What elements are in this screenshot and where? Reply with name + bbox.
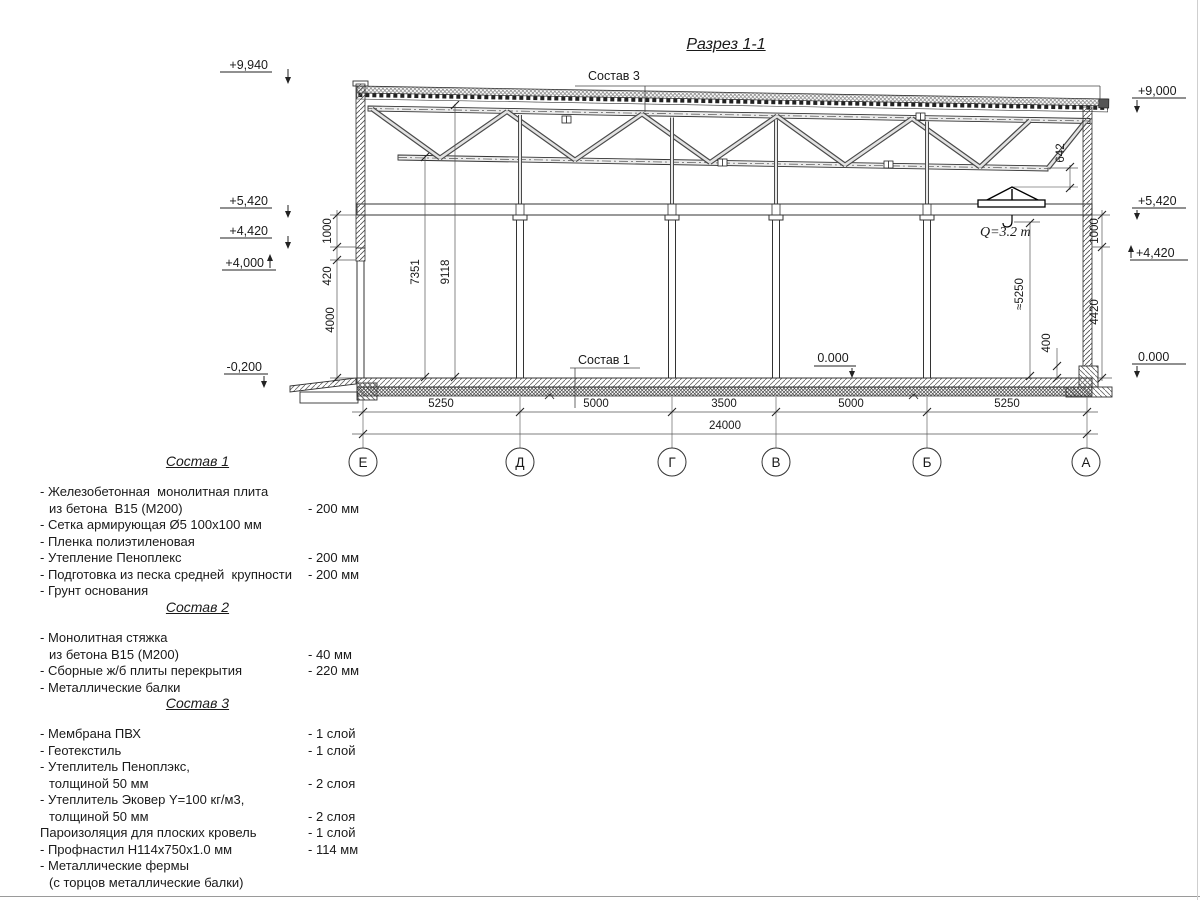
- sostav1-leader-label: Состав 1: [578, 353, 630, 367]
- list-item: [40, 550, 385, 567]
- bay-dim: 3500: [711, 398, 737, 410]
- axis-label: Г: [668, 455, 676, 470]
- bay-dim: 5000: [838, 398, 864, 410]
- axis-bubbles: [349, 448, 1100, 476]
- item-text: - Грунт основания: [40, 583, 149, 598]
- item-text: - Утеплитель Пеноплэкс,: [40, 759, 190, 774]
- item-text: - Пленка полиэтиленовая: [40, 533, 195, 549]
- roof-truss: [368, 106, 1090, 204]
- item-text: - Металлические балки: [40, 679, 181, 695]
- item-text: - Железобетонная монолитная плита: [40, 484, 269, 499]
- left-wall-panel: [356, 84, 365, 248]
- dim-5250-hook: ≈5250: [1014, 278, 1026, 310]
- item-text: - Утепление Пеноплекс: [40, 550, 182, 565]
- dim-642: 642: [1055, 143, 1067, 163]
- list-item: [40, 726, 385, 743]
- list-item: [40, 630, 385, 647]
- dim-1000-left: 1000: [322, 218, 334, 244]
- item-value: - 1 слой: [308, 742, 356, 758]
- bay-dim: 5000: [583, 398, 609, 410]
- item-text: Пароизоляция для плоских кровель: [40, 825, 257, 840]
- item-text: - Монолитная стяжка: [40, 630, 168, 645]
- list-item: [40, 647, 385, 664]
- page-edge-bottom: [0, 896, 1200, 897]
- list-item: [40, 583, 385, 600]
- dim-7351: 7351: [410, 259, 422, 285]
- left-footing: [300, 392, 358, 403]
- item-text: - Подготовка из песка средней крупности: [40, 566, 292, 582]
- walls: [356, 84, 1112, 397]
- list-item: [40, 517, 385, 534]
- list-item: [40, 501, 385, 518]
- elevation-left-0200: -0,200: [226, 360, 262, 374]
- list-item: [40, 759, 385, 776]
- columns: [513, 215, 934, 378]
- composition-1-heading: Состав 1: [165, 453, 230, 469]
- crane-capacity-label: Q=3.2 т: [980, 225, 1031, 240]
- column: [513, 215, 527, 378]
- list-item: [40, 776, 385, 793]
- list-item: [40, 743, 385, 760]
- bay-dim: 5250: [994, 398, 1020, 410]
- elevation-right-5420: +5,420: [1138, 194, 1177, 208]
- item-value: - 40 мм: [308, 646, 352, 662]
- item-text: - Профнастил Н114х750х1.0 мм: [40, 841, 233, 857]
- item-text: толщиной 50 мм: [49, 775, 149, 791]
- item-value: - 220 мм: [308, 663, 360, 678]
- bottom-dimensions: [352, 397, 1098, 448]
- item-text: - Утеплитель Эковер Y=100 кг/м3,: [40, 792, 245, 807]
- list-item: [40, 534, 385, 551]
- item-text: из бетона В15 (М200): [49, 500, 183, 516]
- total-dim: 24000: [709, 420, 741, 432]
- composition-1: [40, 453, 385, 600]
- hoist-bar: [978, 200, 1045, 207]
- axis-label: Е: [358, 455, 368, 470]
- elevation-left-9940: +9,940: [229, 58, 268, 72]
- item-text: - Металлические фермы: [40, 858, 189, 873]
- list-item: [40, 875, 385, 892]
- item-value: - 1 слой: [308, 825, 356, 840]
- axis-label: А: [1081, 455, 1091, 470]
- dim-ticks: [333, 101, 1106, 382]
- item-value: - 1 слой: [308, 726, 356, 741]
- list-item: [40, 792, 385, 809]
- column: [769, 215, 783, 378]
- list-item: [40, 825, 385, 842]
- elevation-right-0000: 0.000: [1138, 350, 1170, 364]
- item-text: толщиной 50 мм: [49, 808, 149, 824]
- item-text: (с торцов металлические балки): [49, 874, 244, 890]
- item-text: - Геотекстиль: [40, 742, 122, 758]
- floor-slab: [290, 378, 1092, 403]
- dimension-lines: [322, 101, 1112, 382]
- item-value: - 200 мм: [308, 500, 360, 516]
- item-text: из бетона В15 (М200): [49, 646, 179, 662]
- item-value: - 114 мм: [308, 841, 359, 857]
- dim-4420-right: 4420: [1089, 299, 1101, 325]
- floor-level-mark: 0.000: [817, 351, 849, 365]
- column: [920, 215, 934, 378]
- hoist-trolley: [985, 187, 1040, 201]
- dim-420-left: 420: [322, 266, 334, 286]
- sostav3-leader-label: Состав 3: [588, 69, 640, 83]
- list-item: [40, 663, 385, 680]
- composition-3: [40, 695, 385, 891]
- dim-1000-right: 1000: [1089, 218, 1101, 244]
- list-item: [40, 567, 385, 584]
- item-value: - 2 слоя: [308, 775, 356, 791]
- left-wall-block: [356, 248, 365, 261]
- drawing-title: Разрез 1-1: [686, 36, 766, 53]
- elevation-left-4000: +4,000: [225, 256, 264, 270]
- list-item: [40, 484, 385, 501]
- elevation-right-4420: +4,420: [1136, 246, 1175, 260]
- list-item: [40, 680, 385, 697]
- axis-label: В: [771, 455, 781, 470]
- list-item: [40, 858, 385, 875]
- composition-2-heading: Состав 2: [165, 599, 230, 615]
- axis-label: Б: [922, 455, 932, 470]
- dim-9118: 9118: [440, 259, 452, 285]
- item-text: - Сетка армирующая Ø5 100х100 мм: [40, 517, 262, 532]
- item-value: - 200 мм: [308, 566, 360, 582]
- page-edge-right: [1197, 0, 1198, 900]
- item-value: - 200 мм: [308, 550, 360, 565]
- composition-2: [40, 599, 385, 696]
- dim-4000-left: 4000: [325, 307, 337, 333]
- elevation-right-9000: +9,000: [1138, 84, 1177, 98]
- item-text: - Мембрана ПВХ: [40, 726, 141, 741]
- elevation-left-4420: +4,420: [229, 224, 268, 238]
- apron: [290, 378, 356, 392]
- dim-400: 400: [1041, 333, 1053, 353]
- list-item: [40, 809, 385, 826]
- composition-3-heading: Состав 3: [165, 695, 230, 711]
- elevation-left-5420: +5,420: [229, 194, 268, 208]
- axis-label: Д: [515, 455, 525, 470]
- item-value: - 2 слоя: [308, 808, 356, 824]
- item-text: - Сборные ж/б плиты перекрытия: [40, 663, 243, 678]
- list-item: [40, 842, 385, 859]
- left-column: [357, 261, 364, 378]
- bay-dim: 5250: [428, 398, 454, 410]
- column: [665, 215, 679, 378]
